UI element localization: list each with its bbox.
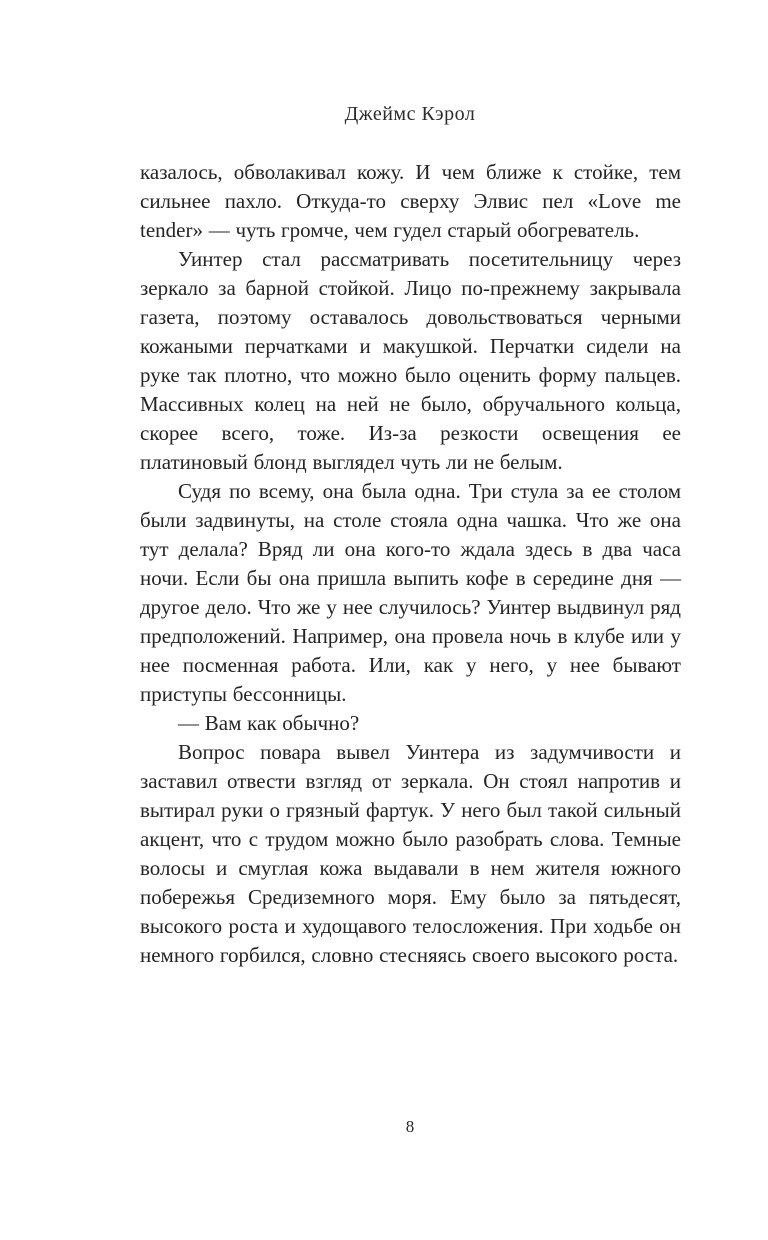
paragraph: Судя по всему, она была одна. Три стула за ее столом были задвинуты, на столе стояла одна чашка. Что же она тут делала? Вряд ли она кого-то ждала здесь в два часа ночи. Если бы она пришла выпить кофе в середине дня — другое дело. Что же у нее случилось? Уинтер выдвинул ряд предположений. Например, она провела ночь в клубе или у нее посменная работа. Или, как у него, у нее бывают приступы бессонницы.	[140, 479, 681, 706]
paragraph: Уинтер стал рассматривать посетительницу через зеркало за барной стойкой. Лицо по-прежнему закрывала газета, поэтому оставалось довольствоваться черными кожаными перчатками и макушкой. Перчатки сидели на руке так плотно, что можно было оценить форму пальцев. Массивных колец на ней не было, обручального кольца, скорее всего, тоже. Из-за резкости освещения ее платиновый блонд выглядел чуть ли не белым.	[140, 247, 681, 474]
page-number: 8	[405, 1117, 415, 1136]
body-text	[140, 158, 681, 970]
running-head-author: Джеймс Кэрол	[344, 103, 476, 125]
paragraph-dialogue: — Вам как обычно?	[178, 711, 360, 735]
paragraph: казалось, обволакивал кожу. И чем ближе к стойке, тем сильнее пахло. Откуда-то сверху Элвис пел «Love me tender» — чуть громче, чем гудел старый обогреватель.	[140, 160, 681, 242]
paragraph: Вопрос повара вывел Уинтера из задумчивости и заставил отвести взгляд от зеркала. Он стоял напротив и вытирал руки о грязный фартук. У него был такой сильный акцент, что с трудом можно было разобрать слова. Темные волосы и смуглая кожа выдавали в нем жителя южного побережья Средиземного моря. Ему было за пятьдесят, высокого роста и худощавого телосложения. При ходьбе он немного горбился, словно стесняясь своего высокого роста.	[140, 740, 681, 967]
